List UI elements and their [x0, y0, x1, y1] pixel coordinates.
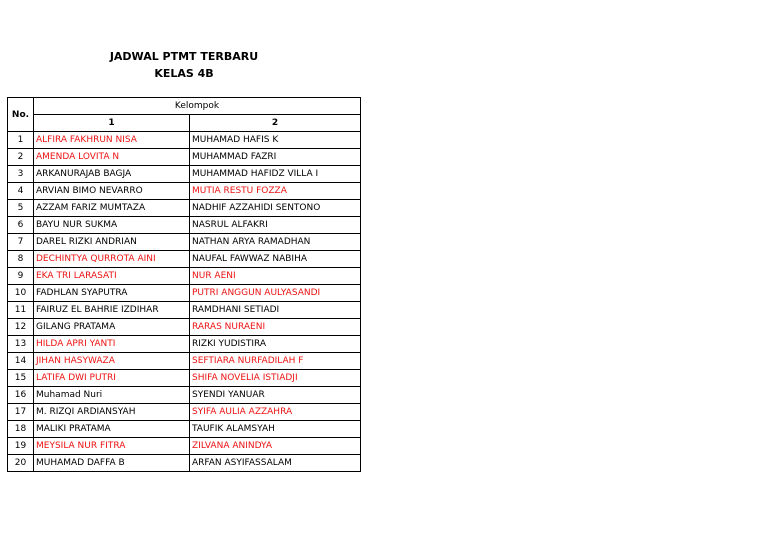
- group-1-name: MUHAMAD DAFFA B: [34, 455, 190, 472]
- table-row: [8, 200, 361, 217]
- group-2-name: RIZKI YUDISTIRA: [190, 336, 361, 353]
- document-subtitle: KELAS 4B: [154, 67, 214, 80]
- group-1-name: AZZAM FARIZ MUMTAZA: [34, 200, 190, 217]
- group-2-name: TAUFIK ALAMSYAH: [190, 421, 361, 438]
- row-number: 8: [8, 251, 34, 268]
- group-2-name: MUHAMMAD FAZRI: [190, 149, 361, 166]
- group-1-name: Muhamad Nuri: [34, 387, 190, 404]
- row-number: 3: [8, 166, 34, 183]
- group-1-name: MALIKI PRATAMA: [34, 421, 190, 438]
- row-number: 9: [8, 268, 34, 285]
- row-number: 10: [8, 285, 34, 302]
- row-number: 11: [8, 302, 34, 319]
- group-2-name: ZILVANA ANINDYA: [190, 438, 361, 455]
- table-row: [8, 370, 361, 387]
- row-number: 6: [8, 217, 34, 234]
- group-1-name: FADHLAN SYAPUTRA: [34, 285, 190, 302]
- group-2-name: MUHAMAD HAFIS K: [190, 132, 361, 149]
- table-row: [8, 336, 361, 353]
- group-2-name: SYIFA AULIA AZZAHRA: [190, 404, 361, 421]
- table-row: [8, 183, 361, 200]
- row-number: 2: [8, 149, 34, 166]
- group-2-name: NATHAN ARYA RAMADHAN: [190, 234, 361, 251]
- row-number: 17: [8, 404, 34, 421]
- row-number: 19: [8, 438, 34, 455]
- table-row: [8, 217, 361, 234]
- group-1-name: JIHAN HASYWAZA: [34, 353, 190, 370]
- table-row: [8, 302, 361, 319]
- group-1-name: ALFIRA FAKHRUN NISA: [34, 132, 190, 149]
- table-row: [8, 438, 361, 455]
- group-1-name: DAREL RIZKI ANDRIAN: [34, 234, 190, 251]
- group-2-name: NASRUL ALFAKRI: [190, 217, 361, 234]
- group-2-name: SHIFA NOVELIA ISTIADJI: [190, 370, 361, 387]
- group-1-name: BAYU NUR SUKMA: [34, 217, 190, 234]
- group-2-name: MUHAMMAD HAFIDZ VILLA I: [190, 166, 361, 183]
- table-row: [8, 268, 361, 285]
- group-2-name: NUR AENI: [190, 268, 361, 285]
- row-number: 13: [8, 336, 34, 353]
- table-row: [8, 166, 361, 183]
- group-2-name: SEFTIARA NURFADILAH F: [190, 353, 361, 370]
- group-1-name: M. RIZQI ARDIANSYAH: [34, 404, 190, 421]
- group-2-name: SYENDI YANUAR: [190, 387, 361, 404]
- document-title: JADWAL PTMT TERBARU: [109, 50, 259, 63]
- row-number: 7: [8, 234, 34, 251]
- group-1-name: AMENDA LOVITA N: [34, 149, 190, 166]
- group-1-name: MEYSILA NUR FITRA: [34, 438, 190, 455]
- group-1-name: HILDA APRI YANTI: [34, 336, 190, 353]
- subheader-row: [8, 115, 361, 132]
- table-row: [8, 149, 361, 166]
- header-no: No.: [8, 98, 34, 132]
- group-2-name: NADHIF AZZAHIDI SENTONO: [190, 200, 361, 217]
- group-1-name: EKA TRI LARASATI: [34, 268, 190, 285]
- row-number: 20: [8, 455, 34, 472]
- group-2-name: PUTRI ANGGUN AULYASANDI: [190, 285, 361, 302]
- row-number: 1: [8, 132, 34, 149]
- group-2-name: MUTIA RESTU FOZZA: [190, 183, 361, 200]
- row-number: 14: [8, 353, 34, 370]
- row-number: 4: [8, 183, 34, 200]
- table-row: [8, 455, 361, 472]
- row-number: 15: [8, 370, 34, 387]
- group-1-name: ARKANURAJAB BAGJA: [34, 166, 190, 183]
- row-number: 12: [8, 319, 34, 336]
- row-number: 18: [8, 421, 34, 438]
- group-2-name: RAMDHANI SETIADI: [190, 302, 361, 319]
- group-1-name: FAIRUZ EL BAHRIE IZDIHAR: [34, 302, 190, 319]
- group-2-name: NAUFAL FAWWAZ NABIHA: [190, 251, 361, 268]
- table-row: [8, 285, 361, 302]
- group-1-name: GILANG PRATAMA: [34, 319, 190, 336]
- group-1-name: DECHINTYA QURROTA AINI: [34, 251, 190, 268]
- schedule-table: [7, 97, 361, 472]
- row-number: 5: [8, 200, 34, 217]
- group-2-name: ARFAN ASYIFASSALAM: [190, 455, 361, 472]
- table-row: [8, 404, 361, 421]
- table-row: [8, 234, 361, 251]
- table-row: [8, 251, 361, 268]
- header-group-2: 2: [190, 115, 361, 132]
- group-2-name: RARAS NURAENI: [190, 319, 361, 336]
- group-1-name: LATIFA DWI PUTRI: [34, 370, 190, 387]
- header-group-1: 1: [34, 115, 190, 132]
- header-row: [8, 98, 361, 115]
- table-row: [8, 353, 361, 370]
- header-kelompok: Kelompok: [34, 98, 361, 115]
- group-1-name: ARVIAN BIMO NEVARRO: [34, 183, 190, 200]
- table-row: [8, 319, 361, 336]
- row-number: 16: [8, 387, 34, 404]
- table-row: [8, 387, 361, 404]
- table-row: [8, 421, 361, 438]
- table-row: [8, 132, 361, 149]
